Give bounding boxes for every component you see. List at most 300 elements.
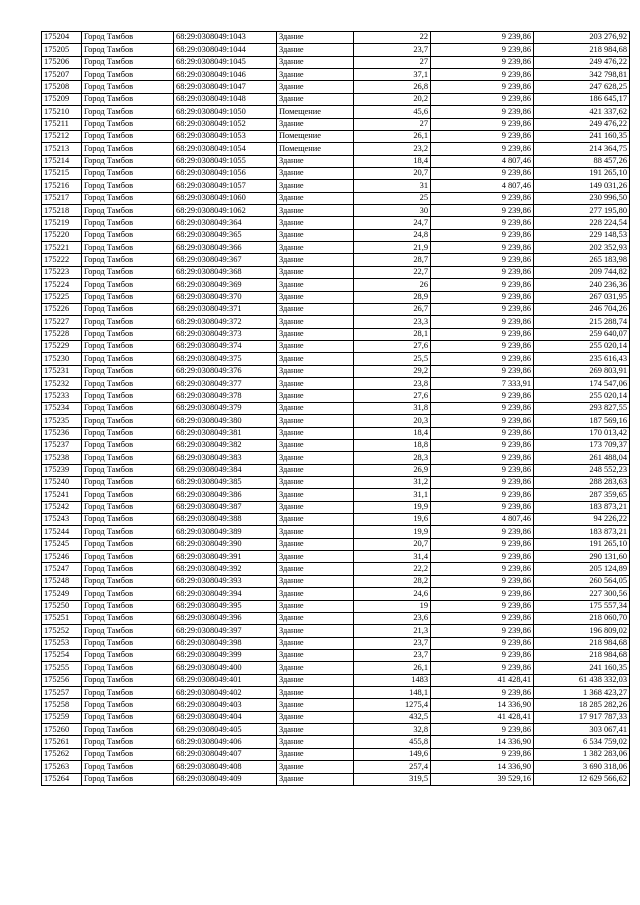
- table-row: [42, 637, 630, 649]
- city-cell: Город Тамбов: [82, 612, 174, 624]
- city-cell: Город Тамбов: [82, 56, 174, 68]
- row-number-cell: 175257: [42, 687, 82, 699]
- object-type-cell: Помещение: [277, 130, 354, 142]
- object-type-cell: Здание: [277, 551, 354, 563]
- city-cell: Город Тамбов: [82, 118, 174, 130]
- row-number-cell: 175233: [42, 390, 82, 402]
- city-cell: Город Тамбов: [82, 649, 174, 661]
- city-cell: Город Тамбов: [82, 773, 174, 785]
- unit-value-cell: 9 239,86: [431, 501, 534, 513]
- cadastral-value-cell: 260 564,05: [534, 575, 630, 587]
- cadastral-number-cell: 68:29:0308049:367: [174, 254, 277, 266]
- object-type-cell: Здание: [277, 699, 354, 711]
- unit-value-cell: 14 336,90: [431, 736, 534, 748]
- city-cell: Город Тамбов: [82, 489, 174, 501]
- table-row: [42, 748, 630, 760]
- city-cell: Город Тамбов: [82, 748, 174, 760]
- unit-value-cell: 9 239,86: [431, 291, 534, 303]
- cadastral-number-cell: 68:29:0308049:383: [174, 452, 277, 464]
- unit-value-cell: 9 239,86: [431, 612, 534, 624]
- cadastral-value-cell: 269 803,91: [534, 365, 630, 377]
- table-row: [42, 328, 630, 340]
- table-row: [42, 180, 630, 192]
- cadastral-number-cell: 68:29:0308049:381: [174, 427, 277, 439]
- object-type-cell: Здание: [277, 662, 354, 674]
- city-cell: Город Тамбов: [82, 575, 174, 587]
- unit-value-cell: 7 333,91: [431, 378, 534, 390]
- object-type-cell: Здание: [277, 761, 354, 773]
- cadastral-value-cell: 218 060,70: [534, 612, 630, 624]
- table-row: [42, 588, 630, 600]
- unit-value-cell: 9 239,86: [431, 476, 534, 488]
- row-number-cell: 175250: [42, 600, 82, 612]
- row-number-cell: 175246: [42, 551, 82, 563]
- table-row: [42, 501, 630, 513]
- object-type-cell: Здание: [277, 217, 354, 229]
- unit-value-cell: 9 239,86: [431, 81, 534, 93]
- cadastral-number-cell: 68:29:0308049:396: [174, 612, 277, 624]
- table-row: [42, 56, 630, 68]
- cadastral-value-cell: 288 283,63: [534, 476, 630, 488]
- area-cell: 26,8: [354, 81, 431, 93]
- table-row: [42, 538, 630, 550]
- area-cell: 29,2: [354, 365, 431, 377]
- unit-value-cell: 9 239,86: [431, 748, 534, 760]
- row-number-cell: 175213: [42, 143, 82, 155]
- area-cell: 20,7: [354, 538, 431, 550]
- object-type-cell: Здание: [277, 427, 354, 439]
- area-cell: 18,4: [354, 427, 431, 439]
- cadastral-value-cell: 187 569,16: [534, 415, 630, 427]
- unit-value-cell: 9 239,86: [431, 588, 534, 600]
- area-cell: 23,6: [354, 612, 431, 624]
- cadastral-value-cell: 229 148,53: [534, 229, 630, 241]
- table-row: [42, 649, 630, 661]
- city-cell: Город Тамбов: [82, 724, 174, 736]
- object-type-cell: Здание: [277, 365, 354, 377]
- row-number-cell: 175214: [42, 155, 82, 167]
- row-number-cell: 175208: [42, 81, 82, 93]
- cadastral-value-cell: 149 031,26: [534, 180, 630, 192]
- table-row: [42, 600, 630, 612]
- city-cell: Город Тамбов: [82, 303, 174, 315]
- unit-value-cell: 9 239,86: [431, 93, 534, 105]
- row-number-cell: 175209: [42, 93, 82, 105]
- cadastral-number-cell: 68:29:0308049:364: [174, 217, 277, 229]
- row-number-cell: 175251: [42, 612, 82, 624]
- city-cell: Город Тамбов: [82, 711, 174, 723]
- unit-value-cell: 9 239,86: [431, 303, 534, 315]
- row-number-cell: 175232: [42, 378, 82, 390]
- object-type-cell: Здание: [277, 390, 354, 402]
- object-type-cell: Здание: [277, 649, 354, 661]
- cadastral-value-cell: 218 984,68: [534, 44, 630, 56]
- object-type-cell: Здание: [277, 93, 354, 105]
- unit-value-cell: 39 529,16: [431, 773, 534, 785]
- row-number-cell: 175247: [42, 563, 82, 575]
- row-number-cell: 175252: [42, 625, 82, 637]
- cadastral-number-cell: 68:29:0308049:409: [174, 773, 277, 785]
- object-type-cell: Здание: [277, 674, 354, 686]
- cadastral-number-cell: 68:29:0308049:1044: [174, 44, 277, 56]
- object-type-cell: Здание: [277, 44, 354, 56]
- object-type-cell: Здание: [277, 340, 354, 352]
- row-number-cell: 175230: [42, 353, 82, 365]
- cadastral-value-cell: 88 457,26: [534, 155, 630, 167]
- row-number-cell: 175234: [42, 402, 82, 414]
- area-cell: 148,1: [354, 687, 431, 699]
- cadastral-number-cell: 68:29:0308049:379: [174, 402, 277, 414]
- unit-value-cell: 9 239,86: [431, 266, 534, 278]
- cadastral-number-cell: 68:29:0308049:1057: [174, 180, 277, 192]
- city-cell: Город Тамбов: [82, 205, 174, 217]
- cadastral-number-cell: 68:29:0308049:387: [174, 501, 277, 513]
- cadastral-value-cell: 1 368 423,27: [534, 687, 630, 699]
- city-cell: Город Тамбов: [82, 588, 174, 600]
- city-cell: Город Тамбов: [82, 365, 174, 377]
- unit-value-cell: 9 239,86: [431, 439, 534, 451]
- table-row: [42, 439, 630, 451]
- row-number-cell: 175215: [42, 167, 82, 179]
- object-type-cell: Здание: [277, 167, 354, 179]
- cadastral-value-cell: 421 337,62: [534, 106, 630, 118]
- cadastral-number-cell: 68:29:0308049:402: [174, 687, 277, 699]
- object-type-cell: Здание: [277, 563, 354, 575]
- area-cell: 26,1: [354, 130, 431, 142]
- object-type-cell: Здание: [277, 378, 354, 390]
- area-cell: 19,6: [354, 514, 431, 526]
- city-cell: Город Тамбов: [82, 316, 174, 328]
- table-row: [42, 390, 630, 402]
- cadastral-number-cell: 68:29:0308049:394: [174, 588, 277, 600]
- area-cell: 27: [354, 118, 431, 130]
- area-cell: 30: [354, 205, 431, 217]
- city-cell: Город Тамбов: [82, 328, 174, 340]
- cadastral-value-cell: 248 552,23: [534, 464, 630, 476]
- table-row: [42, 625, 630, 637]
- unit-value-cell: 9 239,86: [431, 192, 534, 204]
- unit-value-cell: 9 239,86: [431, 724, 534, 736]
- cadastral-number-cell: 68:29:0308049:388: [174, 514, 277, 526]
- cadastral-value-cell: 174 547,06: [534, 378, 630, 390]
- cadastral-value-cell: 293 827,55: [534, 402, 630, 414]
- unit-value-cell: 9 239,86: [431, 464, 534, 476]
- area-cell: 27,6: [354, 390, 431, 402]
- row-number-cell: 175206: [42, 56, 82, 68]
- row-number-cell: 175263: [42, 761, 82, 773]
- object-type-cell: Здание: [277, 687, 354, 699]
- cadastral-value-cell: 246 704,26: [534, 303, 630, 315]
- city-cell: Город Тамбов: [82, 69, 174, 81]
- unit-value-cell: 9 239,86: [431, 353, 534, 365]
- row-number-cell: 175217: [42, 192, 82, 204]
- cadastral-number-cell: 68:29:0308049:386: [174, 489, 277, 501]
- area-cell: 26,7: [354, 303, 431, 315]
- unit-value-cell: 9 239,86: [431, 551, 534, 563]
- area-cell: 23,7: [354, 649, 431, 661]
- unit-value-cell: 9 239,86: [431, 130, 534, 142]
- cadastral-value-cell: 173 709,37: [534, 439, 630, 451]
- cadastral-number-cell: 68:29:0308049:1056: [174, 167, 277, 179]
- object-type-cell: Здание: [277, 242, 354, 254]
- row-number-cell: 175260: [42, 724, 82, 736]
- city-cell: Город Тамбов: [82, 637, 174, 649]
- cadastral-value-cell: 227 300,56: [534, 588, 630, 600]
- unit-value-cell: 9 239,86: [431, 340, 534, 352]
- table-row: [42, 662, 630, 674]
- table-row: [42, 476, 630, 488]
- table-row: [42, 130, 630, 142]
- object-type-cell: Здание: [277, 501, 354, 513]
- row-number-cell: 175231: [42, 365, 82, 377]
- object-type-cell: Здание: [277, 353, 354, 365]
- cadastral-value-cell: 203 276,92: [534, 32, 630, 44]
- cadastral-number-cell: 68:29:0308049:1052: [174, 118, 277, 130]
- object-type-cell: Помещение: [277, 143, 354, 155]
- cadastral-number-cell: 68:29:0308049:1047: [174, 81, 277, 93]
- table-row: [42, 205, 630, 217]
- cadastral-value-cell: 183 873,21: [534, 526, 630, 538]
- table-row: [42, 402, 630, 414]
- object-type-cell: Здание: [277, 514, 354, 526]
- row-number-cell: 175227: [42, 316, 82, 328]
- row-number-cell: 175225: [42, 291, 82, 303]
- row-number-cell: 175259: [42, 711, 82, 723]
- table-row: [42, 353, 630, 365]
- row-number-cell: 175238: [42, 452, 82, 464]
- city-cell: Город Тамбов: [82, 180, 174, 192]
- cadastral-value-cell: 17 917 787,33: [534, 711, 630, 723]
- cadastral-value-table: [41, 31, 630, 786]
- cadastral-number-cell: 68:29:0308049:1055: [174, 155, 277, 167]
- cadastral-value-cell: 6 534 759,02: [534, 736, 630, 748]
- row-number-cell: 175242: [42, 501, 82, 513]
- table-row: [42, 711, 630, 723]
- area-cell: 24,8: [354, 229, 431, 241]
- table-row: [42, 106, 630, 118]
- table-row: [42, 229, 630, 241]
- table-row: [42, 44, 630, 56]
- area-cell: 27,6: [354, 340, 431, 352]
- cadastral-value-cell: 267 031,95: [534, 291, 630, 303]
- city-cell: Город Тамбов: [82, 551, 174, 563]
- row-number-cell: 175229: [42, 340, 82, 352]
- cadastral-number-cell: 68:29:0308049:370: [174, 291, 277, 303]
- cadastral-value-cell: 277 195,80: [534, 205, 630, 217]
- cadastral-number-cell: 68:29:0308049:384: [174, 464, 277, 476]
- cadastral-number-cell: 68:29:0308049:390: [174, 538, 277, 550]
- unit-value-cell: 14 336,90: [431, 699, 534, 711]
- table-row: [42, 340, 630, 352]
- city-cell: Город Тамбов: [82, 229, 174, 241]
- cadastral-number-cell: 68:29:0308049:369: [174, 279, 277, 291]
- cadastral-number-cell: 68:29:0308049:401: [174, 674, 277, 686]
- area-cell: 24,7: [354, 217, 431, 229]
- object-type-cell: Здание: [277, 439, 354, 451]
- object-type-cell: Здание: [277, 452, 354, 464]
- area-cell: 28,2: [354, 575, 431, 587]
- city-cell: Город Тамбов: [82, 563, 174, 575]
- cadastral-value-cell: 218 984,68: [534, 649, 630, 661]
- unit-value-cell: 9 239,86: [431, 390, 534, 402]
- area-cell: 22: [354, 32, 431, 44]
- object-type-cell: Здание: [277, 724, 354, 736]
- object-type-cell: Здание: [277, 303, 354, 315]
- area-cell: 26,1: [354, 662, 431, 674]
- unit-value-cell: 9 239,86: [431, 575, 534, 587]
- city-cell: Город Тамбов: [82, 143, 174, 155]
- cadastral-number-cell: 68:29:0308049:378: [174, 390, 277, 402]
- area-cell: 23,7: [354, 637, 431, 649]
- city-cell: Город Тамбов: [82, 415, 174, 427]
- unit-value-cell: 9 239,86: [431, 538, 534, 550]
- cadastral-value-cell: 235 616,43: [534, 353, 630, 365]
- cadastral-number-cell: 68:29:0308049:405: [174, 724, 277, 736]
- area-cell: 20,7: [354, 167, 431, 179]
- object-type-cell: Здание: [277, 464, 354, 476]
- unit-value-cell: 9 239,86: [431, 563, 534, 575]
- area-cell: 31,4: [354, 551, 431, 563]
- city-cell: Город Тамбов: [82, 106, 174, 118]
- table-row: [42, 612, 630, 624]
- city-cell: Город Тамбов: [82, 687, 174, 699]
- area-cell: 257,4: [354, 761, 431, 773]
- row-number-cell: 175253: [42, 637, 82, 649]
- city-cell: Город Тамбов: [82, 501, 174, 513]
- cadastral-number-cell: 68:29:0308049:385: [174, 476, 277, 488]
- object-type-cell: Здание: [277, 254, 354, 266]
- row-number-cell: 175211: [42, 118, 82, 130]
- cadastral-value-cell: 3 690 318,06: [534, 761, 630, 773]
- row-number-cell: 175245: [42, 538, 82, 550]
- row-number-cell: 175216: [42, 180, 82, 192]
- cadastral-value-cell: 241 160,35: [534, 662, 630, 674]
- cadastral-value-cell: 175 557,34: [534, 600, 630, 612]
- object-type-cell: Здание: [277, 575, 354, 587]
- cadastral-value-cell: 290 131,60: [534, 551, 630, 563]
- cadastral-value-cell: 342 798,81: [534, 69, 630, 81]
- cadastral-number-cell: 68:29:0308049:1048: [174, 93, 277, 105]
- cadastral-number-cell: 68:29:0308049:371: [174, 303, 277, 315]
- table-row: [42, 575, 630, 587]
- row-number-cell: 175236: [42, 427, 82, 439]
- area-cell: 149,6: [354, 748, 431, 760]
- cadastral-number-cell: 68:29:0308049:397: [174, 625, 277, 637]
- cadastral-number-cell: 68:29:0308049:400: [174, 662, 277, 674]
- cadastral-value-cell: 214 364,75: [534, 143, 630, 155]
- city-cell: Город Тамбов: [82, 291, 174, 303]
- city-cell: Город Тамбов: [82, 402, 174, 414]
- cadastral-number-cell: 68:29:0308049:1062: [174, 205, 277, 217]
- city-cell: Город Тамбов: [82, 538, 174, 550]
- cadastral-number-cell: 68:29:0308049:389: [174, 526, 277, 538]
- cadastral-value-cell: 303 067,41: [534, 724, 630, 736]
- table-row: [42, 69, 630, 81]
- cadastral-number-cell: 68:29:0308049:373: [174, 328, 277, 340]
- unit-value-cell: 4 807,46: [431, 155, 534, 167]
- area-cell: 28,9: [354, 291, 431, 303]
- row-number-cell: 175255: [42, 662, 82, 674]
- unit-value-cell: 9 239,86: [431, 167, 534, 179]
- cadastral-value-cell: 215 288,74: [534, 316, 630, 328]
- area-cell: 1275,4: [354, 699, 431, 711]
- table-row: [42, 316, 630, 328]
- city-cell: Город Тамбов: [82, 81, 174, 93]
- cadastral-number-cell: 68:29:0308049:391: [174, 551, 277, 563]
- unit-value-cell: 9 239,86: [431, 328, 534, 340]
- cadastral-number-cell: 68:29:0308049:377: [174, 378, 277, 390]
- area-cell: 23,3: [354, 316, 431, 328]
- table-row: [42, 279, 630, 291]
- unit-value-cell: 9 239,86: [431, 217, 534, 229]
- row-number-cell: 175244: [42, 526, 82, 538]
- unit-value-cell: 9 239,86: [431, 56, 534, 68]
- row-number-cell: 175264: [42, 773, 82, 785]
- cadastral-number-cell: 68:29:0308049:382: [174, 439, 277, 451]
- table-row: [42, 687, 630, 699]
- row-number-cell: 175212: [42, 130, 82, 142]
- cadastral-number-cell: 68:29:0308049:374: [174, 340, 277, 352]
- area-cell: 31,2: [354, 476, 431, 488]
- object-type-cell: Здание: [277, 328, 354, 340]
- unit-value-cell: 9 239,86: [431, 637, 534, 649]
- cadastral-value-cell: 241 160,35: [534, 130, 630, 142]
- cadastral-value-cell: 191 265,10: [534, 538, 630, 550]
- object-type-cell: Здание: [277, 538, 354, 550]
- city-cell: Город Тамбов: [82, 600, 174, 612]
- object-type-cell: Здание: [277, 612, 354, 624]
- object-type-cell: Здание: [277, 229, 354, 241]
- object-type-cell: Здание: [277, 526, 354, 538]
- cadastral-value-cell: 196 809,02: [534, 625, 630, 637]
- city-cell: Город Тамбов: [82, 353, 174, 365]
- object-type-cell: Здание: [277, 316, 354, 328]
- table-row: [42, 167, 630, 179]
- city-cell: Город Тамбов: [82, 452, 174, 464]
- cadastral-number-cell: 68:29:0308049:1053: [174, 130, 277, 142]
- object-type-cell: Помещение: [277, 106, 354, 118]
- area-cell: 32,8: [354, 724, 431, 736]
- unit-value-cell: 9 239,86: [431, 316, 534, 328]
- area-cell: 1483: [354, 674, 431, 686]
- city-cell: Город Тамбов: [82, 217, 174, 229]
- row-number-cell: 175222: [42, 254, 82, 266]
- cadastral-value-cell: 191 265,10: [534, 167, 630, 179]
- area-cell: 19,9: [354, 501, 431, 513]
- unit-value-cell: 9 239,86: [431, 662, 534, 674]
- cadastral-number-cell: 68:29:0308049:398: [174, 637, 277, 649]
- unit-value-cell: 9 239,86: [431, 279, 534, 291]
- cadastral-value-cell: 255 020,14: [534, 390, 630, 402]
- object-type-cell: Здание: [277, 748, 354, 760]
- cadastral-value-cell: 247 628,25: [534, 81, 630, 93]
- unit-value-cell: 9 239,86: [431, 365, 534, 377]
- object-type-cell: Здание: [277, 291, 354, 303]
- area-cell: 18,4: [354, 155, 431, 167]
- cadastral-number-cell: 68:29:0308049:366: [174, 242, 277, 254]
- row-number-cell: 175218: [42, 205, 82, 217]
- area-cell: 37,1: [354, 69, 431, 81]
- unit-value-cell: 9 239,86: [431, 526, 534, 538]
- area-cell: 23,8: [354, 378, 431, 390]
- cadastral-value-cell: 209 744,82: [534, 266, 630, 278]
- cadastral-value-cell: 170 013,42: [534, 427, 630, 439]
- unit-value-cell: 9 239,86: [431, 242, 534, 254]
- object-type-cell: Здание: [277, 736, 354, 748]
- cadastral-number-cell: 68:29:0308049:380: [174, 415, 277, 427]
- table-row: [42, 452, 630, 464]
- unit-value-cell: 14 336,90: [431, 761, 534, 773]
